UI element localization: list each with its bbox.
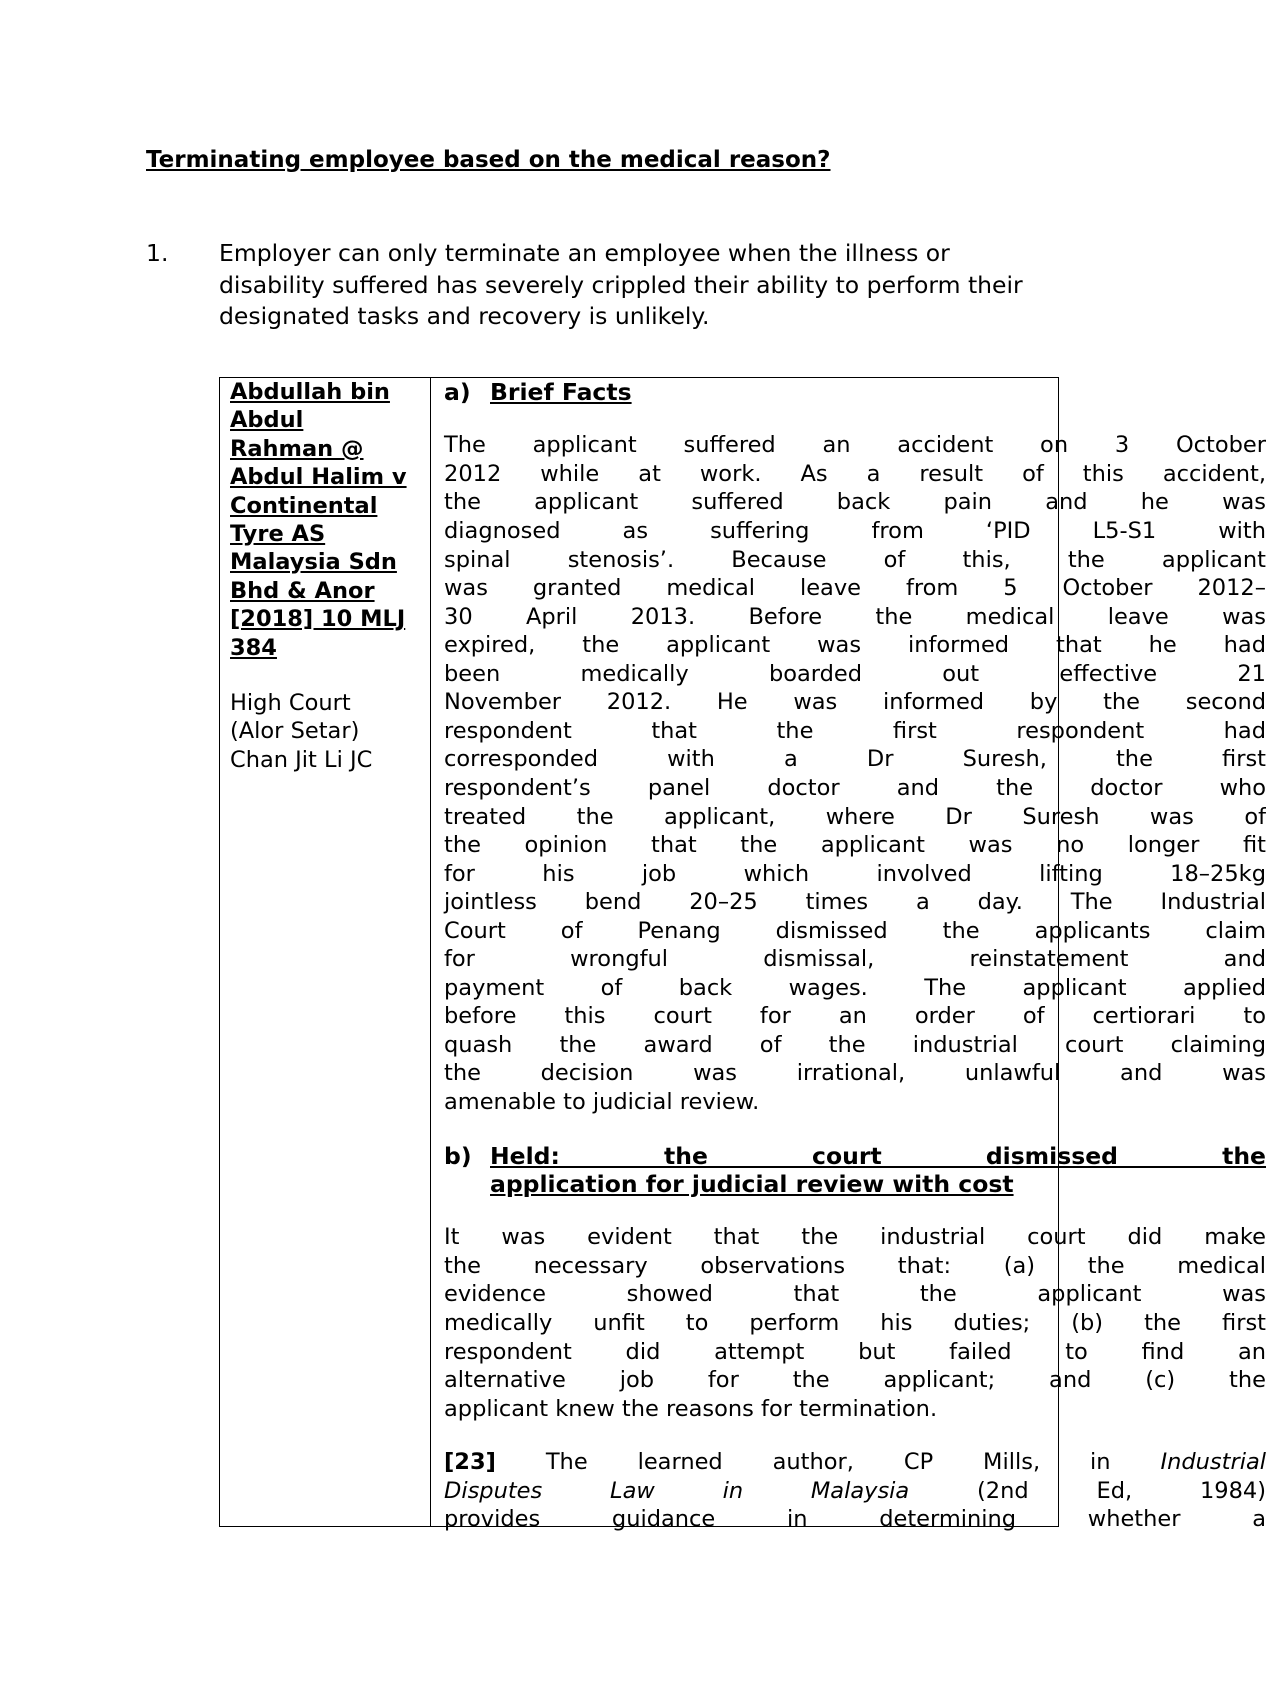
paragraph-line: 30 April 2013. Before the medical leave was [444,603,1266,630]
book-title: Disputes Law in Malaysia [444,1477,910,1504]
list-number: 1. [146,239,169,267]
court-info [230,689,425,774]
paragraph-line: respondent’s panel doctor and the doctor who [444,774,1266,801]
held-paragraph [444,1223,1266,1423]
case-name-line: Abdullah bin [230,379,390,405]
paragraph-line: the opinion that the applicant was no longer fit [444,832,1266,859]
paragraph-line: the decision was irrational, unlawful and was [444,1060,1266,1087]
paragraph-text: (2nd Ed, 1984) [909,1477,1266,1504]
case-name-line: [2018] 10 MLJ [230,606,406,633]
paragraph-line: evidence showed that the applicant was [444,1281,1266,1308]
case-name-line: Rahman @ [230,435,364,462]
paragraph-line: 2012 while at work. As a result of this accident, [444,460,1266,487]
brief-facts-heading [444,378,1266,406]
paragraph-line: was granted medical leave from 5 October 2012– [444,575,1266,602]
paragraph-line: respondent that the first respondent had [444,717,1266,744]
brief-facts-paragraph [444,431,1266,1116]
case-name [230,378,425,662]
paragraph-line: The applicant suffered an accident on 3 October [444,432,1266,459]
paragraph-line: before this court for an order of certiorari to [444,1003,1266,1030]
document-title: Terminating employee based on the medical reason? [146,147,831,173]
held-heading-line: Held: the court dismissed the [490,1141,1266,1170]
case-name-line: Bhd & Anor [230,577,375,604]
paragraph-line: November 2012. He was informed by the second [444,689,1266,716]
paragraph-line: for his job which involved lifting 18–25kg [444,860,1266,887]
paragraph-line: payment of back wages. The applicant applied [444,974,1266,1001]
paragraph-line: alternative job for the applicant; and (c) the [444,1367,1266,1394]
paragraph-line [444,1477,1266,1506]
paragraph-line: applicant knew the reasons for termination. [444,1395,938,1422]
paragraph-line: the necessary observations that: (a) the medical [444,1252,1266,1279]
paragraph-line: the applicant suffered back pain and he was [444,489,1266,516]
book-title: Industrial [1160,1449,1266,1476]
paragraph-23 [444,1448,1266,1534]
case-name-line: Abdul Halim v [230,464,407,491]
case-name-line: Malaysia Sdn [230,549,397,576]
section-heading: Brief Facts [490,378,632,406]
text-line: disability suffered has severely crippled their ability to perform their [219,270,1023,299]
paragraph-line: jointless bend 20–25 times a day. The Industrial [444,889,1266,916]
case-name-line: 384 [230,634,277,661]
paragraph-line: Court of Penang dismissed the applicants claim [444,917,1266,944]
text-line: Employer can only terminate an employee when the illness or [219,239,950,267]
case-name-line: Abdul [230,407,304,434]
paragraph-line: medically unfit to perform his duties; (b) the first [444,1309,1266,1336]
section-label: b) [444,1141,472,1170]
case-summary-cell [444,378,1266,1534]
paragraph-line: amenable to judicial review. [444,1088,760,1115]
paragraph-line: been medically boarded out effective 21 [444,660,1266,687]
held-heading-line: application for judicial review with cost [490,1169,1014,1198]
paragraph-line: expired, the applicant was informed that he had [444,632,1266,659]
paragraph-line: respondent did attempt but failed to find an [444,1338,1266,1365]
list-item-text [219,238,1199,333]
case-name-line: Tyre AS [230,521,326,548]
case-name-line: Continental [230,492,378,519]
section-label: a) [444,378,471,406]
paragraph-line: corresponded with a Dr Suresh, the first [444,746,1266,773]
paragraph-line: for wrongful dismissal, reinstatement and [444,946,1266,973]
column-divider [430,378,431,1526]
paragraph-line: diagnosed as suffering from ‘PID L5-S1 with [444,518,1266,545]
paragraph-line: It was evident that the industrial court did make [444,1224,1266,1251]
paragraph-marker: [23] [444,1449,496,1476]
court-line: High Court [230,690,351,717]
text-line: designated tasks and recovery is unlikely. [219,302,710,330]
paragraph-line: provides guidance in determining whether a [444,1506,1266,1533]
paragraph-text: The learned author, CP Mills, in [495,1449,1161,1476]
paragraph-line: spinal stenosis’. Because of this, the applicant [444,546,1266,573]
court-line: Chan Jit Li JC [230,746,373,773]
held-heading [444,1142,1266,1199]
court-line: (Alor Setar) [230,718,360,745]
case-table [219,377,1266,1533]
paragraph-line: treated the applicant, where Dr Suresh was of [444,803,1266,830]
paragraph-line [444,1448,1266,1477]
paragraph-line: quash the award of the industrial court claiming [444,1031,1266,1058]
case-citation-cell [230,378,425,774]
